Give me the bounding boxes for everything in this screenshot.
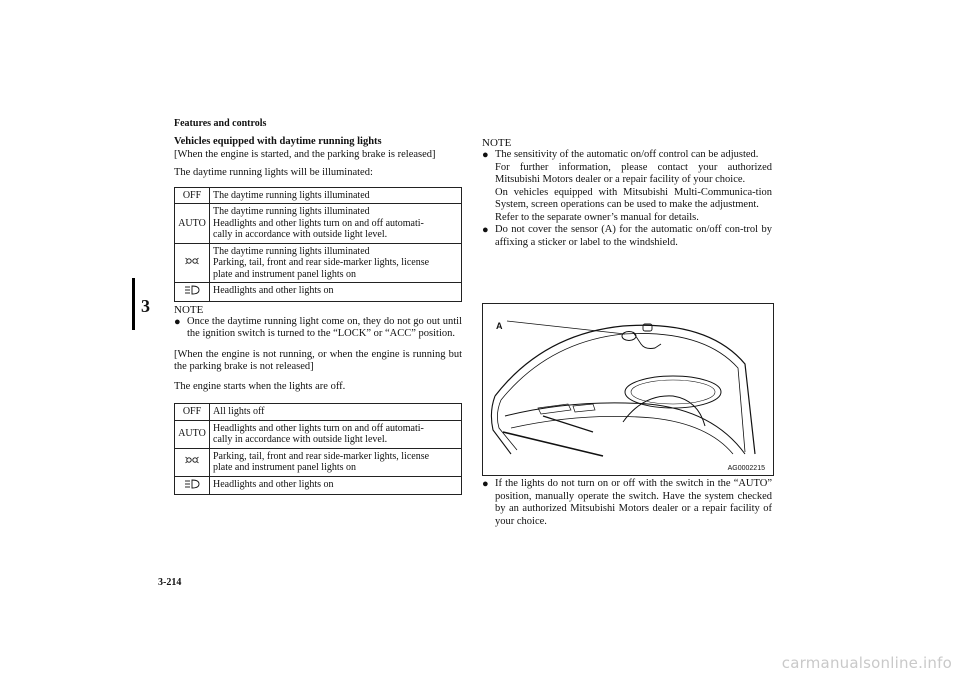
parking-lights-icon bbox=[175, 243, 210, 283]
sensor-callout-label: A bbox=[496, 321, 503, 331]
condition-text-1: [When the engine is started, and the parking brake is released] bbox=[174, 148, 436, 160]
position-description: All lights off bbox=[210, 404, 462, 421]
table-row bbox=[175, 204, 462, 244]
intro-text-1: The daytime running lights will be illuminated: bbox=[174, 167, 373, 178]
position-description: The daytime running lights illuminated Parking, tail, front and rear side-marker lights, license plate and instrument panel lights on bbox=[210, 243, 462, 283]
right-column bbox=[482, 137, 772, 249]
note-bullet-text: Refer to the separate owner’s manual for details. bbox=[495, 211, 699, 223]
note-label: NOTE bbox=[482, 137, 512, 149]
bullet-icon: ● bbox=[482, 149, 489, 161]
intro-text-2: The engine starts when the lights are off. bbox=[174, 380, 346, 392]
table-row bbox=[175, 404, 462, 421]
note-bullet-text: Once the daytime running light come on, they do not go out until the ignition switch is turned to the “LOCK” or “ACC” position. bbox=[187, 315, 462, 339]
chapter-number: 3 bbox=[141, 296, 150, 316]
note-bullet bbox=[482, 149, 772, 224]
switch-position-auto: AUTO bbox=[175, 204, 210, 244]
table-row bbox=[175, 243, 462, 283]
switch-position-auto: AUTO bbox=[175, 420, 210, 448]
table-row bbox=[175, 476, 462, 495]
figure-code: AG0002215 bbox=[727, 465, 765, 472]
chapter-tab-bar bbox=[132, 278, 135, 330]
note-bullet bbox=[482, 224, 772, 249]
note-bullet bbox=[482, 478, 772, 528]
table-row bbox=[175, 420, 462, 448]
right-column-continued bbox=[482, 478, 772, 528]
position-description: Parking, tail, front and rear side-marker lights, license plate and instrument panel lights on bbox=[210, 448, 462, 476]
note-bullet-text: For further information, please contact your authorized Mitsubishi Motors dealer or a repair facility of your choice. bbox=[495, 161, 772, 185]
note-bullet-text: On vehicles equipped with Mitsubishi Multi-Communica-tion System, screen operations can be used to make the adjustment. bbox=[495, 186, 772, 210]
position-description: Headlights and other lights on bbox=[210, 283, 462, 302]
position-description: Headlights and other lights turn on and off automati- cally in accordance with outside light level. bbox=[210, 420, 462, 448]
headlights-icon bbox=[175, 283, 210, 302]
windshield-sensor-illustration bbox=[482, 303, 774, 476]
bullet-icon: ● bbox=[482, 478, 489, 490]
table-row bbox=[175, 187, 462, 204]
bullet-icon: ● bbox=[482, 224, 489, 236]
switch-position-off: OFF bbox=[175, 404, 210, 421]
bullet-icon: ● bbox=[174, 315, 181, 328]
note-bullet bbox=[174, 316, 462, 341]
section-header: Features and controls bbox=[174, 118, 267, 129]
condition-text-2: [When the engine is not running, or when the engine is running but the parking brake is not released] bbox=[174, 348, 462, 372]
light-switch-table-1 bbox=[174, 187, 462, 302]
light-switch-table-2 bbox=[174, 403, 462, 495]
note-bullet-text: The sensitivity of the automatic on/off control can be adjusted. bbox=[495, 149, 759, 160]
table-row bbox=[175, 448, 462, 476]
parking-lights-icon bbox=[175, 448, 210, 476]
switch-position-off: OFF bbox=[175, 187, 210, 204]
position-description: The daytime running lights illuminated Headlights and other lights turn on and off automati- cally in accordance with outside light level. bbox=[210, 204, 462, 244]
note-bullet-text: Do not cover the sensor (A) for the automatic on/off con-trol by affixing a sticker or label to the windshield. bbox=[495, 224, 772, 248]
headlights-icon bbox=[175, 476, 210, 495]
left-column bbox=[174, 136, 462, 495]
note-bullet-text: If the lights do not turn on or off with the switch in the “AUTO” position, manually operate the switch. Have the system checked by an authorized Mitsubishi Motors dealer or a repair facility of your choice. bbox=[495, 478, 772, 527]
position-description: Headlights and other lights on bbox=[210, 476, 462, 495]
watermark: carmanualsonline.info bbox=[781, 654, 952, 672]
section-heading: Vehicles equipped with daytime running lights bbox=[174, 136, 382, 147]
table-row bbox=[175, 283, 462, 302]
position-description: The daytime running lights illuminated bbox=[210, 187, 462, 204]
note-label: NOTE bbox=[174, 303, 204, 316]
page-number: 3-214 bbox=[158, 577, 182, 588]
windshield-drawing bbox=[483, 304, 773, 475]
